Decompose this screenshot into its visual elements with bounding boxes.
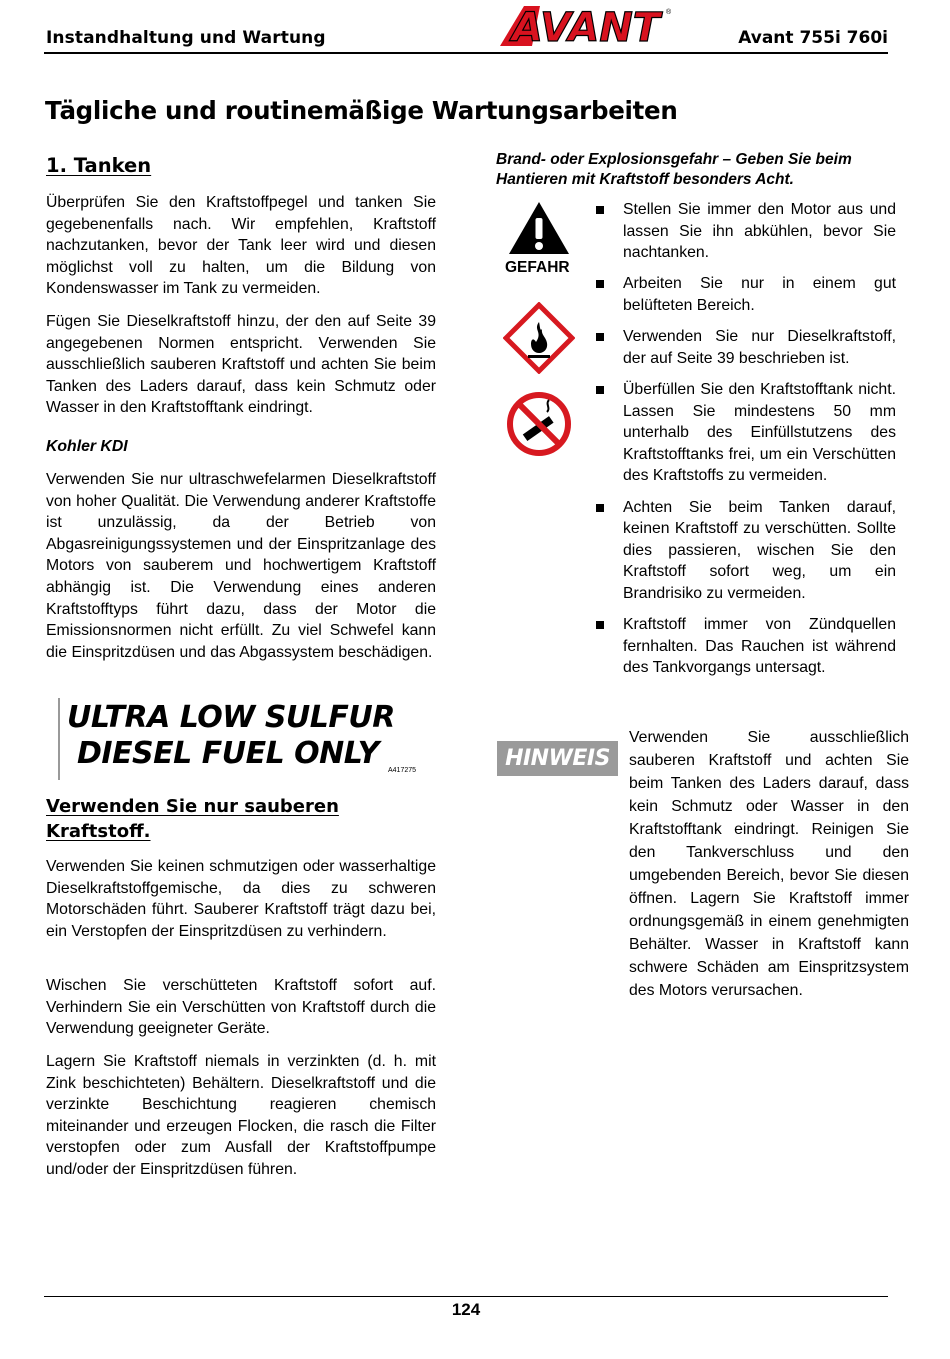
avant-logo [500,4,672,50]
warning-item [596,326,896,369]
header-section-title: Instandhaltung und Wartung [46,28,326,48]
fuel-label-line2: DIESEL FUEL ONLY [77,736,379,771]
paragraph-galvanized-containers: Lagern Sie Kraftstoff niemals in verzinkten (d. h. mit Zink beschichteten) Behältern. Dieselkraftstoff und die verzinkte Beschichtung reagieren chemisch miteinander und erzeugen Flocken, die rasch die Filter verstopfen oder zum Ausfall der Kraftstoffpumpe und/oder der Einspritzdüsen führen. [46,1053,436,1178]
svg-text:®: ® [666,9,672,16]
danger-label: GEFAHR [505,259,570,276]
warning-item-text: Stellen Sie immer den Motor aus und lassen Sie ihn abkühlen, bevor Sie nachtanken. [623,201,896,262]
paragraph-spilled-fuel: Wischen Sie verschütteten Kraftstoff sofort auf. Verhindern Sie ein Verschütten von Kraftstoff durch die Verwendung geeigneter Geräte. [46,977,436,1038]
warning-list [596,199,896,688]
warning-item-text: Achten Sie beim Tanken darauf, keinen Kraftstoff zu verschütten. Sollte dies passieren, wischen Sie den Kraftstoff sofort weg, um ein Brandrisiko zu vermeiden. [623,498,896,602]
warning-heading: Brand- oder Explosionsgefahr – Geben Sie beim Hantieren mit Kraftstoff besonders Acht. [496,151,852,188]
paragraph-fuel-level: Überprüfen Sie den Kraftstoffpegel und tanken Sie gegebenenfalls nach. Wir empfehlen, Kraftstoff nachzutanken, bevor der Tank leer wird und diesen möglichst voll zu halten, um die Bildung von Kondenswasser im Tank zu vermeiden. [46,194,436,298]
warning-item [596,614,896,679]
warning-item [596,199,896,264]
warning-item [596,497,896,605]
warning-item-text: Kraftstoff immer von Zündquellen fernhalten. Das Rauchen ist während des Tankvorgangs untersagt. [623,616,896,677]
paragraph-diesel-standard: Fügen Sie Dieselkraftstoff hinzu, der den auf Seite 39 angegebenen Normen entspricht. Verwenden Sie ausschließlich sauberen Kraftstoff und achten Sie beim Tanken des Laders darauf, dass kein Schmutz oder Wasser in den Kraftstofftank eindringt. [46,313,436,417]
subheading-kohler: Kohler KDI [46,438,128,455]
fuel-label-line1: ULTRA LOW SULFUR [67,700,395,735]
bullet-icon [596,280,604,288]
section-heading-clean-fuel: Verwenden Sie nur sauberen Kraftstoff. [46,796,339,842]
warning-item-text: Verwenden Sie nur Dieselkraftstoff, der auf Seite 39 beschrieben ist. [623,328,896,367]
header-divider [44,52,888,54]
warning-item [596,379,896,487]
bullet-icon [596,621,604,629]
bullet-icon [596,504,604,512]
notice-text: Verwenden Sie ausschließlich sauberen Kraftstoff und achten Sie beim Tanken des Laders darauf, dass kein Schmutz oder Wasser in den Kraftstofftank eindringt. Reinigen Sie den Tankverschluss und den umgebenden Bereich, bevor Sie diesen öffnen. Lagern Sie Kraftstoff immer ordnungsgemäß in einem genehmigten Behälter. Wasser in Kraftstoff kann schwere Schäden am Einspritzsystem des Motors verursachen. [629,729,909,999]
bullet-icon [596,206,604,214]
section-heading-tanken: 1. Tanken [46,154,152,177]
warning-item [596,273,896,316]
logo-text: AVANT [511,5,661,50]
flammable-icon [503,302,575,374]
bullet-icon [596,386,604,394]
warning-item-text: Arbeiten Sie nur in einem gut belüfteten Bereich. [623,275,896,314]
header-model: Avant 755i 760i [738,28,888,48]
paragraph-ultra-low-sulfur: Verwenden Sie nur ultraschwefelarmen Dieselkraftstoff von hoher Qualität. Die Verwendung anderer Kraftstoffe ist unzulässig, da der Betrieb von Abgasreinigungssystemen und der Einspritzanlage des Motors von sauberem und hochwertigem Kraftstoff abhängig ist. Die Verwendung eines anderen Kraftstofftyps führt dazu, dass der Motor die Emissionsnormen nicht erfüllt. Zu viel Schwefel kann die Einspritzdüsen und das Abgassystem beschädigen. [46,471,436,661]
fuel-label-code: A417275 [388,767,417,774]
warning-triangle-icon [507,200,571,256]
page-title: Tägliche und routinemäßige Wartungsarbeiten [45,96,678,125]
no-smoking-icon [505,390,573,458]
footer-divider [44,1296,888,1297]
warning-item-text: Überfüllen Sie den Kraftstofftank nicht. Lassen Sie mindestens 50 mm unterhalb des Einfüllstutzens des Kraftstofftanks frei, um ein Verschütten des Kraftstoffs zu vermeiden. [623,380,896,485]
page-number: 124 [451,1300,481,1319]
bullet-icon [596,333,604,341]
paragraph-dirty-fuel: Verwenden Sie keinen schmutzigen oder wasserhaltige Dieselkraftstoffgemische, da dies zu schweren Motorschäden führt. Sauberer Kraftstoff trägt dazu bei, ein Verstopfen der Einspritzdüsen zu verhindern. [46,858,436,940]
notice-label: HINWEIS [497,741,618,776]
